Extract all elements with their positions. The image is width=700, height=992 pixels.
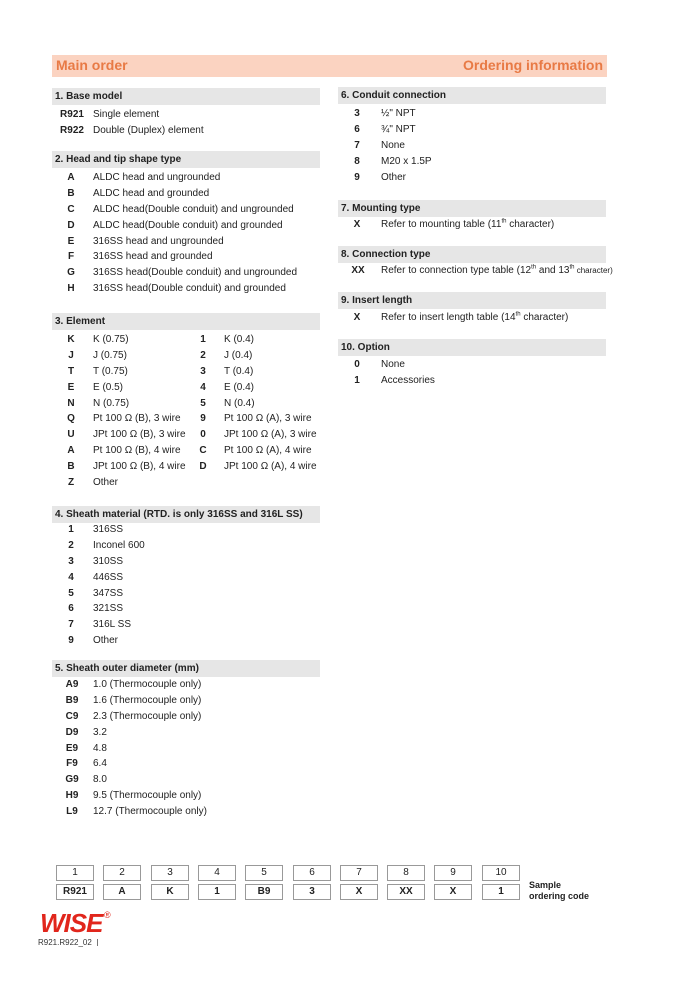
header-band (52, 55, 607, 77)
document-code: R921.R922_02 (38, 938, 98, 947)
position-box: 3 (151, 865, 189, 881)
position-box: 8 (387, 865, 425, 881)
sample-ordering-code-label: Sample ordering code (529, 880, 590, 901)
value-box: X (434, 884, 472, 900)
wise-logo-mark (38, 908, 118, 936)
section-insert-length: 9. Insert length (338, 292, 606, 309)
section-sheath-material: 4. Sheath material (RTD. is only 316SS and 316L SS) (52, 506, 320, 523)
value-box: X (340, 884, 378, 900)
value-box: R921 (56, 884, 94, 900)
position-box: 1 (56, 865, 94, 881)
position-box: 10 (482, 865, 520, 881)
position-box: 7 (340, 865, 378, 881)
value-box: XX (387, 884, 425, 900)
svg-text:WISE: WISE (40, 908, 103, 936)
position-box: 6 (293, 865, 331, 881)
position-box: 9 (434, 865, 472, 881)
section-mounting-type: 7. Mounting type (338, 200, 606, 217)
value-box: A (103, 884, 141, 900)
main-order-heading: Main order (56, 57, 128, 73)
section-connection-type: 8. Connection type (338, 246, 606, 263)
value-box: 1 (482, 884, 520, 900)
section-conduit-connection: 6. Conduit connection (338, 87, 606, 104)
section-head-tip-shape: 2. Head and tip shape type (52, 151, 320, 168)
wise-logo (38, 908, 118, 941)
position-box: 5 (245, 865, 283, 881)
section-option: 10. Option (338, 339, 606, 356)
ordering-information-heading: Ordering information (463, 57, 603, 73)
svg-text:®: ® (104, 910, 111, 920)
value-box: B9 (245, 884, 283, 900)
section-sheath-diameter: 5. Sheath outer diameter (mm) (52, 660, 320, 677)
value-box: 1 (198, 884, 236, 900)
section-base-model: 1. Base model (52, 88, 320, 105)
section-element: 3. Element (52, 313, 320, 330)
position-box: 2 (103, 865, 141, 881)
value-box: 3 (293, 884, 331, 900)
position-box: 4 (198, 865, 236, 881)
value-box: K (151, 884, 189, 900)
